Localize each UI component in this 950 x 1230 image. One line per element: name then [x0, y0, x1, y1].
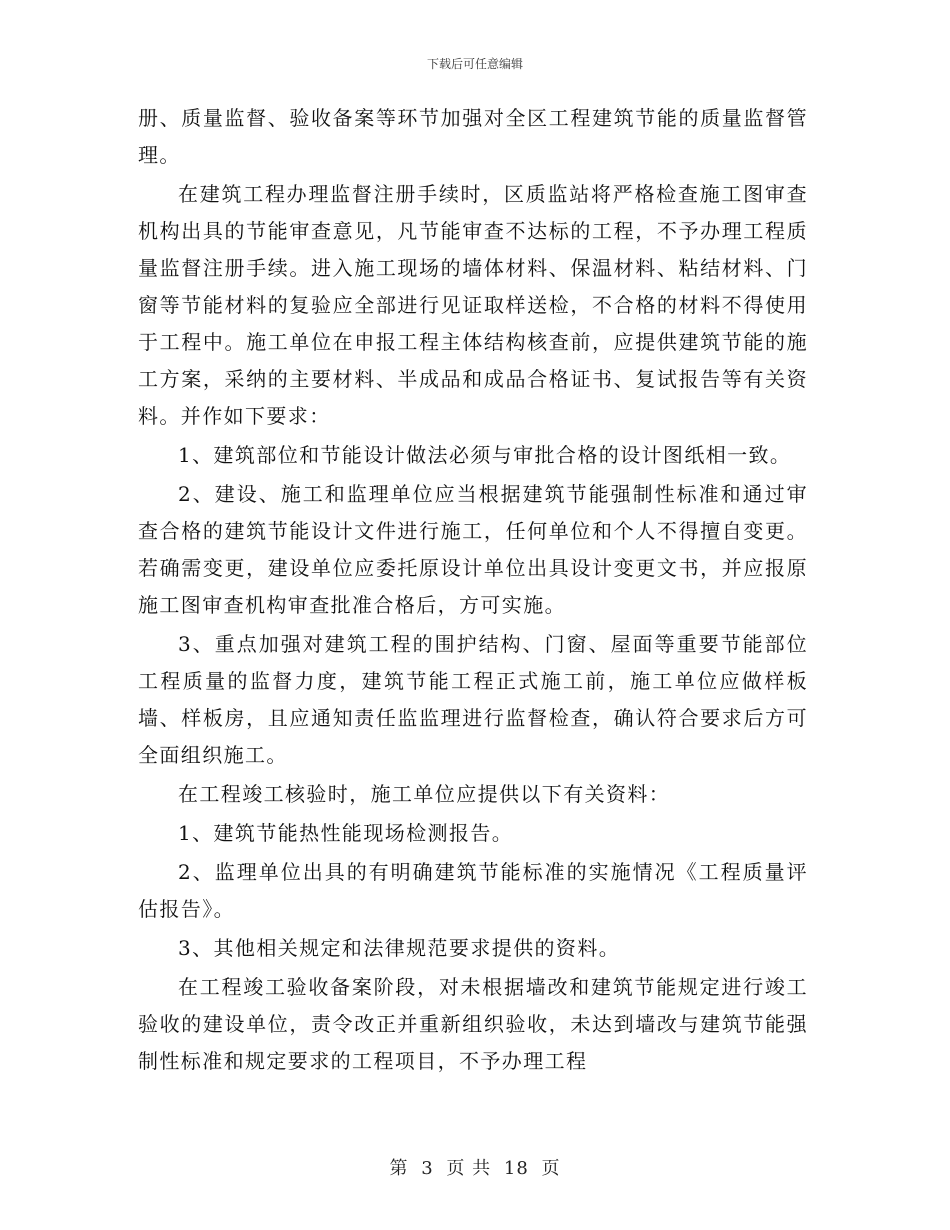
footer-middle: 页 共: [446, 1158, 492, 1179]
list-item-material-2: 2、监理单位出具的有明确建筑节能标准的实施情况《工程质量评估报告》。: [138, 860, 808, 921]
list-item-material-3: 3、其他相关规定和法律规范要求提供的资料。: [178, 936, 621, 960]
list-item-requirement-3: 3、重点加强对建筑工程的围护结构、门窗、屋面等重要节能部位工程质量的监督力度，建筑节能工程正式施工前，施工单位应做样板墙、样板房，且应通知责任监监理进行监督检查，确认符合要求后方可全面组织施工。: [138, 632, 808, 767]
document-body: [138, 100, 808, 1082]
paragraph-completion-check: 在工程竣工核验时，施工单位应提供以下有关资料：: [178, 782, 671, 806]
list-item-requirement-1: 1、建筑部位和节能设计做法必须与审批合格的设计图纸相一致。: [178, 443, 792, 467]
total-pages: 18: [503, 1158, 529, 1179]
paragraph-continuation: 册、质量监督、验收备案等环节加强对全区工程建筑节能的质量监督管理。: [138, 106, 808, 167]
page-footer: [0, 1154, 950, 1180]
footer-prefix: 第: [389, 1158, 409, 1179]
list-item-material-1: 1、建筑节能热性能现场检测报告。: [178, 821, 514, 845]
paragraph-registration: 在建筑工程办理监督注册手续时，区质监站将严格检查施工图审查机构出具的节能审查意见，凡节能审查不达标的工程，不予办理工程质量监督注册手续。进入施工现场的墙体材料、保温材料、粘结材料、门窗等节能材料的复验应全部进行见证取样送检，不合格的材料不得使用于工程中。施工单位在申报工程主体结构核查前，应提供建筑节能的施工方案，采纳的主要材料、半成品和成品合格证书、复试报告等有关资料。并作如下要求：: [138, 182, 808, 428]
page-number: 3: [421, 1158, 434, 1179]
list-item-requirement-2: 2、建设、施工和监理单位应当根据建筑节能强制性标准和通过审查合格的建筑节能设计文件进行施工，任何单位和个人不得擅自变更。若确需变更，建设单位应委托原设计单位出具设计变更文书，并应报原施工图审查机构审查批准合格后，方可实施。: [138, 482, 808, 617]
page-header-note: 下载后可任意编辑: [426, 57, 523, 71]
paragraph-filing-stage: 在工程竣工验收备案阶段，对未根据墙改和建筑节能规定进行竣工验收的建设单位，责令改正并重新组织验收，未达到墙改与建筑节能强制性标准和规定要求的工程项目，不予办理工程: [138, 975, 808, 1073]
footer-suffix: 页: [541, 1158, 561, 1179]
